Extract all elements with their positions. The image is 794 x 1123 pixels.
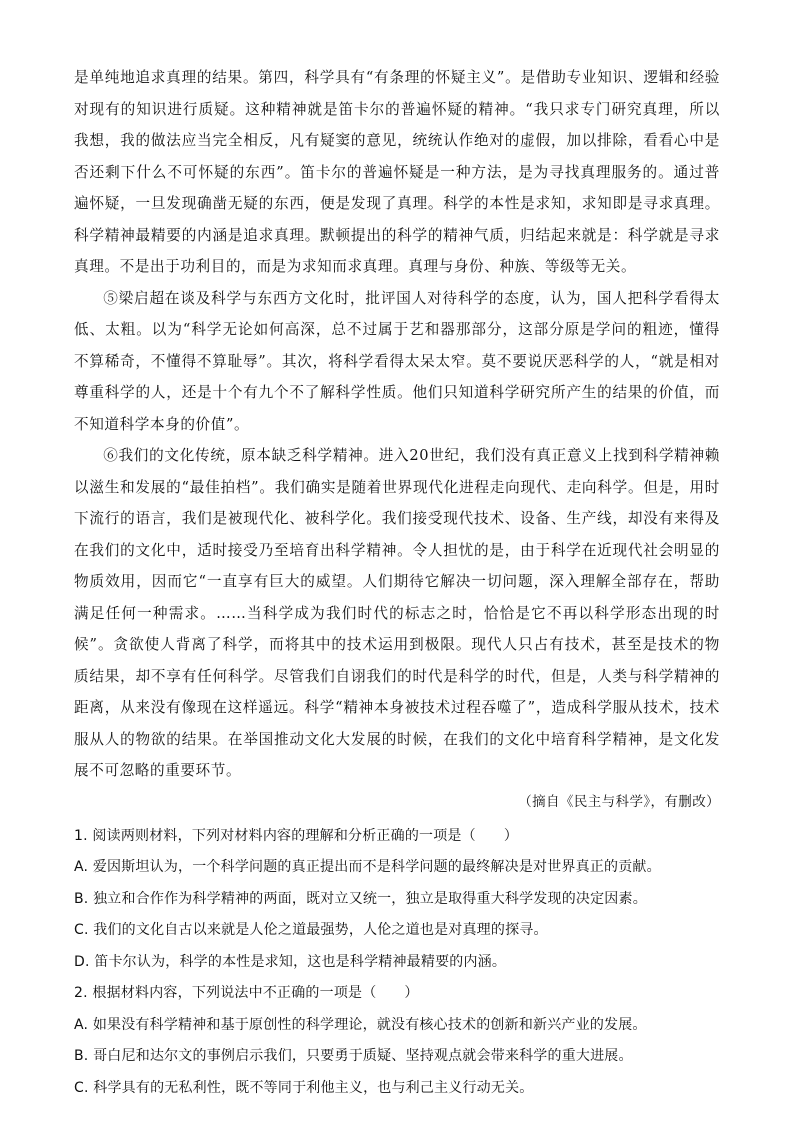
question-list [74,821,720,1105]
passage-paragraph-5: ⑤梁启超在谈及科学与东西方文化时，批评国人对待科学的态度，认为，国人把科学看得太低、太粗。以为“科学无论如何高深，总不过属于艺和器那部分，这部分原是学问的粗迹，懂得不算稀奇，不懂得不算耻辱”。其次，将科学看得太呆太窄。莫不要说厌恶科学的人，“就是相对尊重科学的人，还是十个有九个不了解科学性质。他们只知道科学研究所产生的结果的价值，而不知道科学本身的价值”。 [74,289,720,433]
question-1-option-d: D. 笛卡尔认为，科学的本性是求知，这也是科学精神最精要的内涵。 [74,953,507,970]
question-2-close-paren: ） [404,985,419,1001]
passage-paragraph-4-continuation: 是单纯地追求真理的结果。第四，科学具有“有条理的怀疑主义”。是借助专业知识、逻辑和经验对现有的知识进行质疑。这种精神就是笛卡尔的普遍怀疑的精神。“我只求专门研究真理，所以我想，我的做法应当完全相反，凡有疑窦的意见，统统认作绝对的虚假，加以排除，看看心中是否还剩下什么不可怀疑的东西”。笛卡尔的普遍怀疑是一种方法，是为寻找真理服务的。通过普遍怀疑，一旦发现确凿无疑的东西，便是发现了真理。科学的本性是求知，求知即是寻求真理。科学精神最精要的内涵是追求真理。默顿提出的科学的精神气质，归结起来就是：科学就是寻求真理。不是出于功利目的，而是为求知而求真理。真理与身份、种族、等级等无关。 [74,69,720,275]
question-2-option-a: A. 如果没有科学精神和基于原创性的科学理论，就没有核心技术的创新和新兴产业的发展。 [74,1016,647,1033]
question-2-number: 2. [74,985,88,1001]
question-1-option-c: C. 我们的文化自古以来就是人伦之道最强势，人伦之道也是对真理的探寻。 [74,922,548,938]
exam-page [74,62,720,1104]
question-2-text: 根据材料内容，下列说法中不正确的一项是（ [92,985,377,1001]
question-2-option-c: C. 科学具有的无私利性，既不等同于利他主义，也与利己主义行动无关。 [74,1079,534,1096]
question-1-text: 阅读两则材料，下列对材料内容的理解和分析正确的一项是（ [92,827,476,844]
question-2-stem [74,978,720,1010]
question-1-option-a: A. 爱因斯坦认为，一个科学问题的真正提出而不是科学问题的最终解决是对世界真正的贡献。 [74,859,661,875]
question-1-number: 1. [74,827,88,844]
question-1-stem [74,821,720,853]
passage-source: （摘自《民主与科学》，有删改） [518,793,720,810]
passage-paragraph-6: ⑥我们的文化传统，原本缺乏科学精神。进入20世纪，我们没有真正意义上找到科学精神赖以滋生和发展的“最佳拍档”。我们确实是随着世界现代化进程走向现代、走向科学。但是，用时下流行的语言，我们是被现代化、被科学化。我们接受现代技术、设备、生产线，却没有来得及在我们的文化中，适时接受乃至培育出科学精神。令人担忧的是，由于科学在近现代社会明显的物质效用，因而它“一直享有巨大的威望。人们期待它解决一切问题，深入理解全部存在，帮助满足任何一种需求。……当科学成为我们时代的标志之时，恰恰是它不再以科学形态出现的时候”。贪欲使人背离了科学，而将其中的技术运用到极限。现代人只占有技术，甚至是技术的物质结果，却不享有任何科学。尽管我们自诩我们的时代是科学的时代，但是，人类与科学精神的距离，从来没有像现在这样遥远。科学“精神本身被技术过程吞噬了”，造成科学服从技术，技术服从人的物欲的结果。在举国推动文化大发展的时候，在我们的文化中培育科学精神，是文化发展不可忽略的重要环节。 [74,447,720,779]
question-1-close-paren: ） [503,827,519,844]
question-2-option-b: B. 哥白尼和达尔文的事例启示我们，只要勇于质疑、坚持观点就会带来科学的重大进展。 [74,1048,633,1064]
question-1-option-b: B. 独立和合作作为科学精神的两面，既对立又统一，独立是取得重大科学发现的决定因素。 [74,890,647,907]
